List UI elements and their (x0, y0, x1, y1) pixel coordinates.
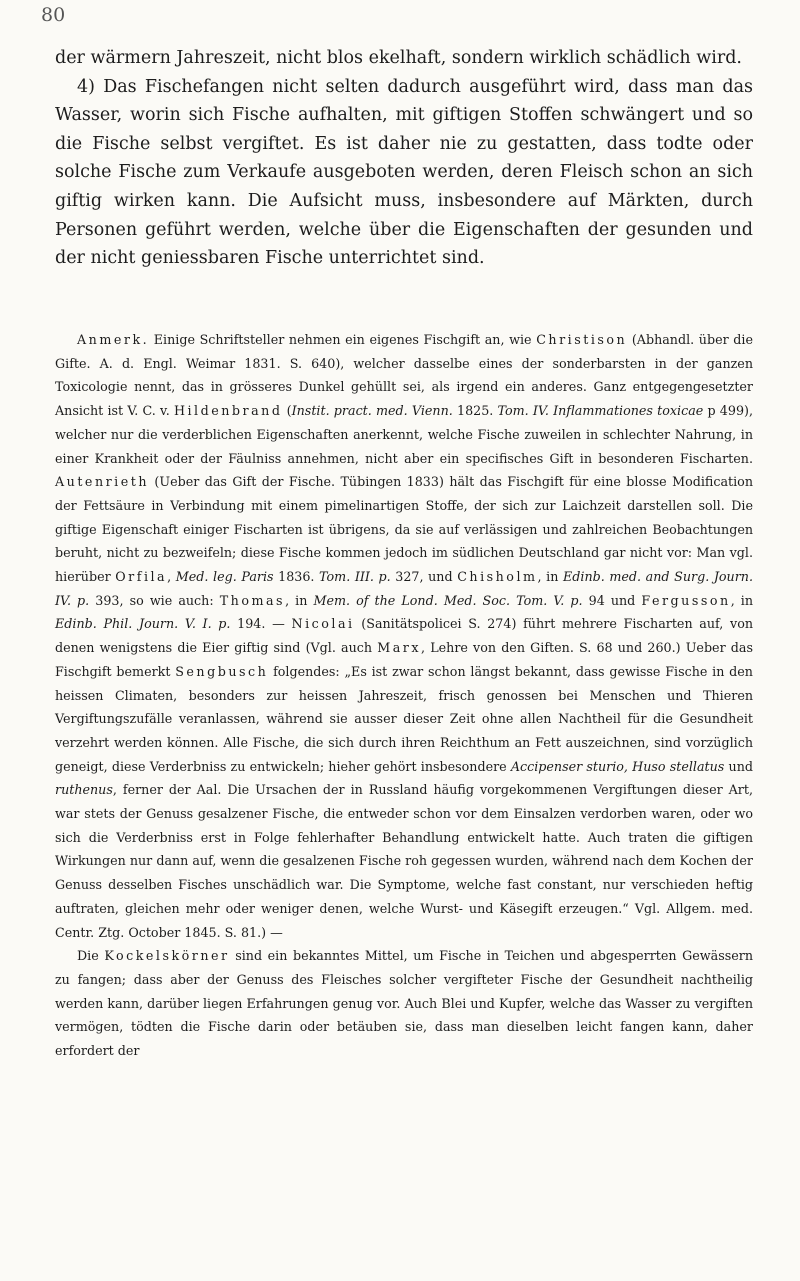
note-text: und (724, 758, 753, 774)
note-text: 393, so wie auch: (89, 592, 220, 608)
citation-title: Med. leg. Paris (175, 569, 274, 585)
author-name: Hildenbrand (173, 403, 283, 419)
main-paragraph-4: 4) Das Fischefangen nicht selten dadurch ausgeführt wird, dass man das Wasser, worin sich Fische aufhalten, mit giftigen Stoffen schwängert und so die Fische selbst vergiftet. Es ist daher nie zu gestatten, dass todte oder solche Fische zum Verkaufe ausgeboten werden, deren Fleisch schon an sich giftig wirken kann. Die Aufsicht muss, insbesondere auf Märkten, durch Personen geführt werden, welche über die Eigenschaften der gesunden und der nicht geniessbaren Fische unterrichtet sind. (55, 76, 753, 269)
note-text: 194. — (230, 616, 292, 632)
annotation-label: Anmerk. (77, 332, 150, 347)
species-name: Accipenser sturio, Huso stellatus (510, 758, 725, 774)
author-name: Fergusson (641, 592, 731, 608)
citation-title: Instit. pract. med. Vienn. (291, 403, 453, 419)
note-text: , in (537, 569, 564, 585)
author-name: Nicolai (291, 616, 355, 632)
author-name: Chisholm (457, 569, 538, 585)
main-paragraph-continued: der wärmern Jahreszeit, nicht blos ekelhaft, sondern wirklich schädlich wird. (55, 48, 742, 68)
note-text: 1825. (452, 403, 498, 419)
note-text: (Ueber das Gift der Fische. Tübingen 1833) hält das Fischgift für eine blosse Modification der Fettsäure in Verbindung mit einem pimelinartigen Stoffe, der sich zur Laichzeit darstellen soll. Die giftige Eigenschaft einiger Fischarten ist übrigens, da sie auf verlässigen und zahlreichen Beobachtungen beruht, nicht zu bezweifeln; diese Fische kommen jedoch im südlichen Deutschland gar nicht vor: Man vgl. hierüber (55, 474, 753, 585)
note-text: 1836. (273, 569, 320, 585)
annotation-paragraph (55, 328, 753, 944)
citation-title: Tom. III. p. (319, 569, 391, 585)
citation-title: Tom. IV. Inflammationes toxicae (497, 403, 704, 419)
author-name: Orfila (115, 569, 168, 585)
author-name: Marx (377, 640, 422, 656)
note-text: Die (77, 948, 105, 964)
note-text: folgendes: „Es ist zwar schon längst bekannt, dass gewisse Fische in den heissen Climaten, besonders zur heissen Jahreszeit, frisch genossen bei Menschen und Thieren Vergiftungszufälle veranlassen, während sie ausser dieser Zeit ohne allen Nachtheil für die Gesundheit verzehrt werden können. Alle Fische, die sich durch ihren Reichthum an Fett auszeichnen, sind vorzüglich geneigt, diese Verderbniss zu entwickeln; hieher gehört insbesondere (55, 663, 753, 774)
note-text: p 499), welcher nur die verderblichen Eigenschaften anerkennt, welche Fische zuweilen in schlechter Nahrung, in einer Krankheit oder der Fäulniss annehmen, nicht aber ein specifisches Gift in besonderen Fischarten. (55, 403, 753, 466)
citation-title: Edinb. Phil. Journ. V. I. p. (55, 616, 231, 632)
note-text: Einige Schriftsteller nehmen ein eigenes Fischgift an, wie (149, 332, 537, 347)
main-text (55, 44, 753, 273)
note-text: , (167, 569, 176, 585)
note-text: ( (282, 403, 292, 419)
note-text: , Lehre von den Giften. S. 68 und 260.) Ueber das Fischgift bemerkt (55, 640, 753, 679)
annotation-block (55, 328, 753, 1063)
species-name: ruthenus (55, 782, 113, 798)
citation-title: Mem. of the Lond. Med. Soc. Tom. V. p. (313, 592, 583, 608)
author-name: Sengbusch (175, 663, 269, 679)
author-name: Christison (536, 332, 628, 347)
spaced-term: Kockelskörner (104, 948, 230, 964)
note-text: 327, und (390, 569, 458, 585)
note-text: , in (285, 592, 314, 608)
annotation-paragraph-2 (55, 944, 753, 1063)
note-text: sind ein bekanntes Mittel, um Fische in Teichen und abgesperrten Gewässern zu fangen; dass aber der Genuss des Fleisches solcher vergifteter Fische der Gesundheit nachtheilig werden kann, darüber liegen Erfahrungen genug vor. Auch Blei und Kupfer, welche das Wasser zu vergiften vermögen, tödten die Fische darin oder betäuben sie, dass man dieselben leicht fangen kann, daher erfordert der (55, 948, 754, 1059)
author-name: Thomas (219, 592, 286, 608)
author-name: Autenrieth (55, 474, 150, 490)
note-text: (Sanitätspolicei S. 274) führt mehrere Fischarten auf, von denen wenigstens die Eier giftig sind (Vgl. auch (55, 616, 753, 656)
note-text: , in (730, 592, 754, 608)
page-number: 80 (41, 4, 66, 26)
citation-title: Edinb. med. and Surg. Journ. IV. p. (55, 569, 753, 608)
note-text: (Abhandl. über die Gifte. A. d. Engl. Weimar 1831. S. 640), welcher dasselbe eines der sonderbarsten in der ganzen Toxicologie nennt, das in grösseres Dunkel gehüllt sei, als irgend ein anderes. Ganz entgegengesetzter Ansicht ist V. C. v. (55, 332, 753, 419)
note-text: , ferner der Aal. Die Ursachen der in Russland häufig vorgekommenen Vergiftungen dieser Art, war stets der Genuss gesalzener Fische, die entweder schon vor dem Einsalzen verdorben waren, oder wo sich die Verderbniss erst in Folge fehlerhafter Behandlung entwickelt hatte. Auch traten die giftigen Wirkungen nur dann auf, wenn die gesalzenen Fische roh gegessen wurden, während nach dem Kochen der Genuss desselben Fisches unschädlich war. Die Symptome, welche fast constant, nur verschieden heftig auftraten, gleichen mehr oder weniger denen, welche Wurst- und Käsegift erzeugen.“ Vgl. Allgem. med. Centr. Ztg. October 1845. S. 81.) — (55, 782, 753, 940)
note-text: 94 und (582, 592, 642, 608)
